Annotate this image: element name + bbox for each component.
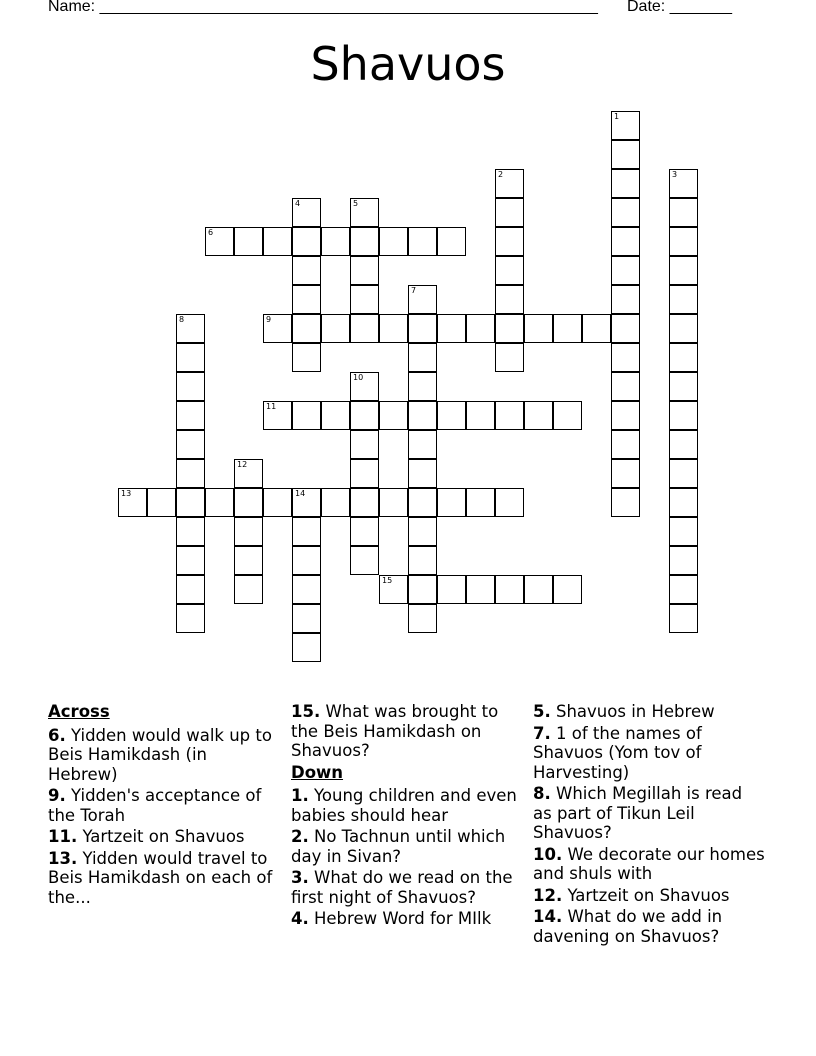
grid-cell[interactable]: [466, 314, 495, 343]
clue-text: No Tachnun until which day in Sivan?: [291, 827, 506, 866]
grid-cell[interactable]: [669, 227, 698, 256]
grid-cell[interactable]: [176, 575, 205, 604]
cell-number: 15: [382, 576, 393, 585]
grid-cell[interactable]: [669, 401, 698, 430]
clue-text: We decorate our homes and shuls with: [533, 844, 765, 883]
grid-cell[interactable]: [176, 546, 205, 575]
grid-cell[interactable]: [553, 314, 582, 343]
grid-cell[interactable]: [669, 198, 698, 227]
grid-cell[interactable]: [466, 488, 495, 517]
grid-cell[interactable]: [292, 314, 321, 343]
grid-cell[interactable]: [495, 575, 524, 604]
clue-number: 12.: [533, 885, 563, 905]
grid-cell[interactable]: [176, 459, 205, 488]
grid-cell[interactable]: [292, 227, 321, 256]
grid-cell[interactable]: [350, 227, 379, 256]
clue-number: 2.: [291, 827, 309, 846]
grid-cell[interactable]: [669, 314, 698, 343]
grid-cell[interactable]: [495, 256, 524, 285]
grid-cell[interactable]: [669, 517, 698, 546]
clue-across-6: [48, 726, 280, 785]
grid-cell[interactable]: [350, 546, 379, 575]
grid-cell[interactable]: [292, 517, 321, 546]
clue-text: What do we add in davening on Shavuos?: [533, 907, 723, 946]
clue-across-9: [48, 786, 280, 825]
grid-cell[interactable]: [350, 198, 379, 227]
grid-cell[interactable]: [495, 227, 524, 256]
grid-cell[interactable]: [350, 285, 379, 314]
clue-down-3: [291, 868, 523, 907]
clue-number: 15.: [291, 702, 321, 721]
grid-cell[interactable]: [582, 314, 611, 343]
clue-text: Yidden would travel to Beis Hamikdash on each of the...: [48, 848, 273, 907]
clue-across-11: [48, 827, 280, 847]
grid-cell[interactable]: [379, 575, 408, 604]
down-heading: Down: [291, 762, 344, 782]
grid-cell[interactable]: [669, 488, 698, 517]
grid-cell[interactable]: [437, 488, 466, 517]
clue-text: 1 of the names of Shavuos (Yom tov of Harvesting): [533, 723, 702, 782]
grid-cell[interactable]: [379, 488, 408, 517]
clue-down-2: [291, 827, 523, 866]
grid-cell[interactable]: [234, 546, 263, 575]
grid-cell[interactable]: [669, 256, 698, 285]
clue-number: 10.: [533, 844, 563, 864]
grid-cell[interactable]: [350, 488, 379, 517]
grid-cell[interactable]: [495, 401, 524, 430]
grid-cell[interactable]: [176, 372, 205, 401]
clue-text: Hebrew Word for MIlk: [314, 909, 492, 928]
grid-cell[interactable]: [611, 401, 640, 430]
cell-number: 1: [614, 112, 620, 121]
clue-text: Which Megillah is read as part of Tikun Leil Shavuos?: [533, 784, 743, 842]
grid-cell[interactable]: [321, 401, 350, 430]
cell-number: 8: [179, 315, 185, 324]
grid-cell[interactable]: [611, 459, 640, 488]
grid-cell[interactable]: [524, 401, 553, 430]
clue-number: 1.: [291, 786, 309, 805]
grid-cell[interactable]: [611, 343, 640, 372]
grid-cell[interactable]: [350, 430, 379, 459]
cell-number: 10: [353, 373, 364, 382]
grid-cell[interactable]: [611, 111, 640, 140]
grid-cell[interactable]: [437, 575, 466, 604]
grid-cell[interactable]: [350, 372, 379, 401]
grid-cell[interactable]: [379, 314, 408, 343]
grid-cell[interactable]: [350, 517, 379, 546]
clue-down-5: [533, 702, 765, 722]
grid-cell[interactable]: [292, 198, 321, 227]
grid-cell[interactable]: [292, 604, 321, 633]
clue-down-4: [291, 909, 523, 929]
grid-cell[interactable]: [408, 488, 437, 517]
grid-cell[interactable]: [234, 517, 263, 546]
grid-cell[interactable]: [611, 314, 640, 343]
clue-number: 14.: [533, 907, 563, 926]
grid-cell[interactable]: [437, 227, 466, 256]
clue-number: 8.: [533, 784, 551, 803]
grid-cell[interactable]: [408, 517, 437, 546]
grid-cell[interactable]: [263, 314, 292, 343]
grid-cell[interactable]: [611, 488, 640, 517]
grid-cell[interactable]: [379, 401, 408, 430]
grid-cell[interactable]: [350, 401, 379, 430]
clue-across-15: [291, 702, 523, 761]
grid-cell[interactable]: [495, 169, 524, 198]
grid-cell[interactable]: [408, 604, 437, 633]
cell-number: 2: [498, 170, 504, 179]
grid-cell[interactable]: [379, 227, 408, 256]
grid-cell[interactable]: [408, 372, 437, 401]
grid-cell[interactable]: [176, 517, 205, 546]
grid-cell[interactable]: [408, 401, 437, 430]
cell-number: 13: [121, 489, 132, 498]
cell-number: 6: [208, 228, 214, 237]
grid-cell[interactable]: [466, 401, 495, 430]
clue-text: What was brought to the Beis Hamikdash on Shavuos?: [291, 702, 499, 760]
grid-cell[interactable]: [611, 430, 640, 459]
grid-cell[interactable]: [553, 401, 582, 430]
grid-cell[interactable]: [669, 430, 698, 459]
clue-number: 5.: [533, 702, 551, 721]
grid-cell[interactable]: [292, 488, 321, 517]
grid-cell[interactable]: [553, 575, 582, 604]
cell-number: 12: [237, 460, 248, 469]
grid-cell[interactable]: [350, 256, 379, 285]
clue-column-3: [533, 702, 765, 948]
clue-down-12: [533, 886, 765, 906]
name-line: Name: ________________________________________________________: [48, 0, 598, 15]
clues-area: [0, 702, 816, 1002]
grid-cell[interactable]: [292, 633, 321, 662]
grid-cell[interactable]: [669, 575, 698, 604]
clue-number: 9.: [48, 786, 66, 805]
grid-cell[interactable]: [611, 198, 640, 227]
grid-cell[interactable]: [611, 372, 640, 401]
grid-cell[interactable]: [408, 546, 437, 575]
grid-cell[interactable]: [408, 285, 437, 314]
clue-text: What do we read on the first night of Shavuos?: [291, 868, 513, 907]
clue-across-13: [48, 849, 280, 908]
grid-cell[interactable]: [176, 314, 205, 343]
clue-number: 3.: [291, 868, 309, 887]
across-heading: Across: [48, 702, 110, 721]
grid-cell[interactable]: [495, 343, 524, 372]
cell-number: 4: [295, 199, 301, 208]
grid-cell[interactable]: [669, 169, 698, 198]
grid-cell[interactable]: [321, 227, 350, 256]
grid-cell[interactable]: [611, 285, 640, 314]
grid-cell[interactable]: [321, 314, 350, 343]
grid-cell[interactable]: [176, 343, 205, 372]
grid-cell[interactable]: [669, 372, 698, 401]
grid-cell[interactable]: [263, 227, 292, 256]
grid-cell[interactable]: [611, 227, 640, 256]
grid-cell[interactable]: [408, 227, 437, 256]
grid-cell[interactable]: [611, 256, 640, 285]
grid-cell[interactable]: [408, 343, 437, 372]
clue-text: Shavuos in Hebrew: [556, 702, 715, 721]
grid-cell[interactable]: [118, 488, 147, 517]
grid-cell[interactable]: [437, 401, 466, 430]
cell-number: 9: [266, 315, 272, 324]
grid-cell[interactable]: [669, 285, 698, 314]
grid-cell[interactable]: [437, 314, 466, 343]
clue-down-7: [533, 724, 765, 783]
grid-cell[interactable]: [408, 430, 437, 459]
clue-text: Yartzeit on Shavuos: [82, 827, 245, 846]
grid-cell[interactable]: [524, 575, 553, 604]
grid-cell[interactable]: [234, 575, 263, 604]
grid-cell[interactable]: [292, 256, 321, 285]
grid-cell[interactable]: [669, 343, 698, 372]
grid-cell[interactable]: [176, 430, 205, 459]
grid-cell[interactable]: [350, 459, 379, 488]
clue-number: 4.: [291, 909, 309, 928]
grid-cell[interactable]: [205, 488, 234, 517]
puzzle-title: Shavuos: [310, 37, 506, 91]
grid-cell[interactable]: [176, 604, 205, 633]
grid-cell[interactable]: [408, 314, 437, 343]
grid-cell[interactable]: [524, 314, 553, 343]
grid-cell[interactable]: [669, 546, 698, 575]
clue-down-14: [533, 907, 765, 946]
cell-number: 11: [266, 402, 277, 411]
clue-number: 11.: [48, 827, 78, 846]
clue-column-2: [291, 702, 523, 931]
grid-cell[interactable]: [495, 314, 524, 343]
cell-number: 3: [672, 170, 678, 179]
grid-cell[interactable]: [408, 459, 437, 488]
date-line: Date: _______: [627, 0, 732, 15]
grid-cell[interactable]: [495, 285, 524, 314]
grid-cell[interactable]: [669, 604, 698, 633]
clue-down-8: [533, 784, 765, 843]
clue-text: Yartzeit on Shavuos: [567, 885, 730, 905]
grid-cell[interactable]: [495, 488, 524, 517]
clue-text: Yidden's acceptance of the Torah: [48, 786, 262, 825]
grid-cell[interactable]: [350, 314, 379, 343]
cell-number: 14: [295, 489, 306, 498]
grid-cell[interactable]: [263, 401, 292, 430]
grid-cell[interactable]: [669, 459, 698, 488]
clue-column-1: [48, 702, 280, 909]
grid-cell[interactable]: [292, 546, 321, 575]
grid-cell[interactable]: [234, 459, 263, 488]
clue-number: 7.: [533, 723, 551, 743]
clue-down-10: [533, 845, 765, 884]
grid-cell[interactable]: [408, 575, 437, 604]
grid-cell[interactable]: [292, 401, 321, 430]
grid-cell[interactable]: [176, 488, 205, 517]
grid-cell[interactable]: [234, 488, 263, 517]
grid-cell[interactable]: [292, 285, 321, 314]
clue-number: 6.: [48, 725, 66, 745]
grid-cell[interactable]: [611, 140, 640, 169]
grid-cell[interactable]: [234, 227, 263, 256]
clue-number: 13.: [48, 848, 78, 868]
clue-text: Yidden would walk up to Beis Hamikdash (in Hebrew): [48, 725, 272, 784]
grid-cell[interactable]: [292, 575, 321, 604]
grid-cell[interactable]: [292, 343, 321, 372]
clue-text: Young children and even babies should hear: [291, 786, 517, 825]
grid-cell[interactable]: [611, 169, 640, 198]
grid-cell[interactable]: [321, 488, 350, 517]
grid-cell[interactable]: [495, 198, 524, 227]
cell-number: 7: [411, 286, 417, 295]
grid-cell[interactable]: [205, 227, 234, 256]
cell-number: 5: [353, 199, 359, 208]
grid-cell[interactable]: [263, 488, 292, 517]
grid-cell[interactable]: [466, 575, 495, 604]
clue-down-1: [291, 786, 523, 825]
grid-cell[interactable]: [147, 488, 176, 517]
grid-cell[interactable]: [176, 401, 205, 430]
